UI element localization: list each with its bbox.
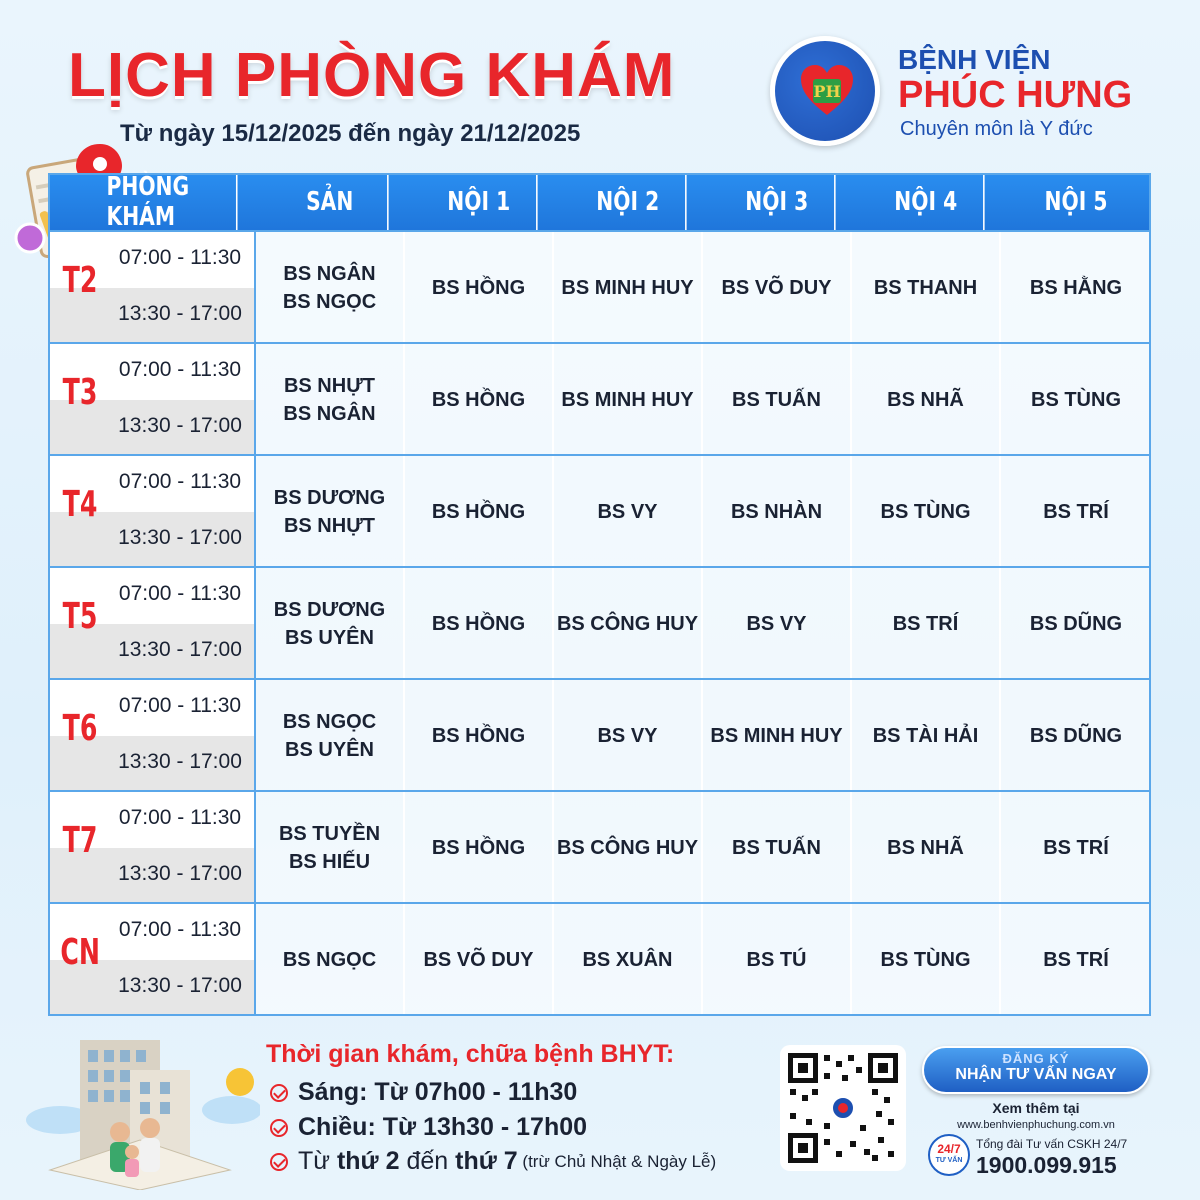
day-label: T4 [62, 484, 98, 525]
doctor-cell [256, 568, 405, 680]
doctor-cell [703, 904, 852, 1016]
doctor-cell [405, 456, 554, 568]
doctor-name: BS TÙNG [1031, 389, 1121, 411]
column-header: PHÒNG KHÁM [106, 173, 237, 230]
doctor-cell [405, 792, 554, 904]
morning-shift: 07:00 - 11:30 [118, 358, 242, 381]
qr-code[interactable] [780, 1045, 906, 1171]
day-cell [48, 456, 256, 568]
table-row [48, 678, 1151, 790]
doctor-cell [405, 344, 554, 456]
doctor-name: BS HỒNG [431, 725, 526, 747]
page-title: LỊCH PHÒNG KHÁM [68, 41, 676, 110]
hotline-number[interactable]: 1900.099.915 [976, 1152, 1117, 1178]
table-row [48, 902, 1151, 1014]
doctor-name: BS TRÍ [1043, 949, 1109, 971]
morning-shift: 07:00 - 11:30 [118, 806, 242, 829]
doctor-cell [852, 904, 1001, 1016]
afternoon-shift: 13:30 - 17:00 [118, 862, 242, 885]
doctor-cell [405, 904, 554, 1016]
doctor-name: BS TRÍ [1043, 501, 1109, 523]
day-cell [48, 904, 256, 1016]
doctor-name: BS HỒNG [431, 613, 526, 635]
day-label: T7 [62, 820, 98, 861]
doctor-name: BS HẰNG [1029, 277, 1123, 299]
logo-tagline: Chuyên môn là Y đức [900, 118, 1093, 140]
day-label: T6 [62, 708, 98, 749]
days-from: thứ 2 [336, 1147, 400, 1175]
doctor-name: BS MINH HUY [561, 389, 694, 411]
doctor-name: BS VY [597, 501, 658, 523]
bhyt-afternoon [270, 1113, 587, 1142]
doctor-name: BS TUYỀN [278, 823, 381, 845]
table-row [48, 790, 1151, 902]
hotline-label: Tổng đài Tư vấn CSKH 24/7 [976, 1137, 1128, 1151]
doctor-name: BS DƯƠNG [273, 599, 386, 621]
doctor-cell [852, 232, 1001, 344]
doctor-cell [405, 680, 554, 792]
doctor-name: BS NGÂN [283, 403, 376, 425]
doctor-cell [703, 456, 852, 568]
doctor-name: BS TÙNG [880, 501, 971, 523]
doctor-name: BS NHÃ [887, 389, 964, 411]
doctor-name: BS TÀI HẢI [872, 725, 979, 747]
logo-line2: PHÚC HƯNG [898, 74, 1133, 116]
doctor-cell [405, 232, 554, 344]
doctor-cell [1001, 680, 1151, 792]
logo-line1: BỆNH VIỆN [898, 44, 1051, 75]
doctor-cell [256, 904, 405, 1016]
morning-shift: 07:00 - 11:30 [118, 694, 242, 717]
doctor-cell [852, 344, 1001, 456]
doctor-cell [852, 680, 1001, 792]
doctor-cell [703, 792, 852, 904]
bhyt-title: Thời gian khám, chữa bệnh BHYT: [266, 1040, 675, 1068]
doctor-name: BS CÔNG HUY [556, 613, 699, 635]
doctor-name: BS TRÍ [892, 613, 959, 635]
doctor-cell [1001, 904, 1151, 1016]
doctor-cell [703, 344, 852, 456]
day-cell [48, 344, 256, 456]
bhyt-morning [270, 1078, 577, 1107]
doctor-cell [554, 792, 703, 904]
morning-shift: 07:00 - 11:30 [118, 582, 242, 605]
doctor-cell [554, 680, 703, 792]
day-cell [48, 792, 256, 904]
doctor-cell [1001, 792, 1151, 904]
bhyt-days [270, 1147, 716, 1176]
doctor-cell [256, 680, 405, 792]
badge-sub: TƯ VẤN [935, 1157, 963, 1164]
check-circle-icon [270, 1084, 288, 1102]
doctor-cell [256, 456, 405, 568]
date-range: Từ ngày 15/12/2025 đến ngày 21/12/2025 [120, 120, 581, 147]
doctor-cell [703, 680, 852, 792]
days-note: (trừ Chủ Nhật & Ngày Lễ) [517, 1151, 717, 1171]
days-prefix: Từ [298, 1147, 337, 1175]
doctor-cell [852, 456, 1001, 568]
day-cell [48, 680, 256, 792]
doctor-name: BS VÕ DUY [721, 277, 832, 299]
doctor-name: BS DŨNG [1029, 613, 1123, 635]
doctor-cell [1001, 456, 1151, 568]
bhyt-afternoon-text: Chiều: Từ 13h30 - 17h00 [298, 1113, 588, 1141]
doctor-name: BS HỒNG [431, 389, 526, 411]
days-to: thứ 7 [455, 1147, 518, 1175]
doctor-cell [1001, 344, 1151, 456]
website-link[interactable]: www.benhvienphuchung.com.vn [957, 1119, 1115, 1131]
doctor-name: BS CÔNG HUY [556, 837, 699, 859]
doctor-name: BS UYÊN [285, 739, 374, 761]
doctor-name: BS MINH HUY [561, 277, 694, 299]
register-line1: ĐĂNG KÝ [1002, 1051, 1070, 1066]
doctor-name: BS NGỌC [282, 949, 377, 971]
doctor-cell [256, 344, 405, 456]
doctor-name: BS NGỌC [282, 711, 377, 733]
doctor-cell [554, 904, 703, 1016]
doctor-cell [256, 792, 405, 904]
doctor-cell [554, 568, 703, 680]
table-row [48, 566, 1151, 678]
doctor-name: BS HỒNG [431, 277, 526, 299]
doctor-name: BS VY [746, 613, 807, 635]
doctor-cell [405, 568, 554, 680]
doctor-name: BS NGÂN [283, 263, 376, 285]
doctor-cell [256, 232, 405, 344]
day-cell [48, 232, 256, 344]
register-line2: NHẬN TƯ VẤN NGAY [955, 1066, 1117, 1083]
table-header [48, 173, 1151, 230]
bhyt-morning-text: Sáng: Từ 07h00 - 11h30 [298, 1078, 578, 1106]
doctor-name: BS MINH HUY [710, 725, 843, 747]
doctor-name: BS NHỰT [283, 515, 376, 537]
logo-monogram: PH [813, 82, 841, 101]
doctor-name: BS VÕ DUY [423, 949, 534, 971]
afternoon-shift: 13:30 - 17:00 [118, 414, 242, 437]
badge-text: 24/7 [937, 1142, 961, 1156]
doctor-name: BS VY [597, 725, 658, 747]
hospital-logo [770, 36, 880, 146]
doctor-name: BS NHÀN [730, 501, 823, 523]
doctor-name: BS DƯƠNG [273, 487, 386, 509]
qr-code-icon [788, 1053, 898, 1163]
doctor-cell [554, 344, 703, 456]
doctor-name: BS THANH [873, 277, 978, 299]
register-consult-button[interactable] [922, 1046, 1150, 1094]
doctor-name: BS HỒNG [431, 837, 526, 859]
morning-shift: 07:00 - 11:30 [118, 246, 242, 269]
afternoon-shift: 13:30 - 17:00 [118, 750, 242, 773]
see-more-label: Xem thêm tại [992, 1100, 1080, 1116]
day-label: T3 [62, 372, 98, 413]
table-row [48, 454, 1151, 566]
doctor-cell [703, 232, 852, 344]
doctor-name: BS HỒNG [431, 501, 526, 523]
doctor-name: BS TUẤN [732, 837, 821, 859]
morning-shift: 07:00 - 11:30 [118, 470, 242, 493]
doctor-name: BS HIẾU [288, 851, 371, 873]
day-cell [48, 568, 256, 680]
doctor-name: BS TÚ [746, 949, 807, 971]
doctor-cell [554, 232, 703, 344]
table-row [48, 230, 1151, 342]
doctor-name: BS TRÍ [1043, 837, 1109, 859]
column-header: NỘI 3 [719, 173, 835, 230]
doctor-name: BS TÙNG [880, 949, 971, 971]
doctor-cell [554, 456, 703, 568]
doctor-name: BS NHÃ [887, 837, 964, 859]
day-label: CN [60, 932, 100, 973]
afternoon-shift: 13:30 - 17:00 [118, 638, 242, 661]
doctor-name: BS NHỰT [283, 375, 376, 397]
column-header: NỘI 5 [1044, 186, 1108, 217]
heart-cross-icon [799, 63, 855, 119]
column-header: SẢN [272, 173, 388, 230]
afternoon-shift: 13:30 - 17:00 [118, 526, 242, 549]
morning-shift: 07:00 - 11:30 [118, 918, 242, 941]
table-row [48, 342, 1151, 454]
days-mid: đến [399, 1147, 456, 1175]
doctor-name: BS TUẤN [732, 389, 821, 411]
day-label: T5 [62, 596, 98, 637]
column-header: NỘI 1 [421, 173, 537, 230]
doctor-cell [1001, 232, 1151, 344]
hospital-building-illustration [20, 1020, 260, 1190]
doctor-cell [703, 568, 852, 680]
afternoon-shift: 13:30 - 17:00 [118, 974, 242, 997]
support-247-icon [928, 1134, 970, 1176]
day-label: T2 [62, 260, 98, 301]
check-circle-icon [270, 1119, 288, 1137]
doctor-name: BS XUÂN [582, 949, 673, 971]
doctor-name: BS UYÊN [285, 627, 374, 649]
column-header: NỘI 2 [570, 173, 686, 230]
doctor-name: BS DŨNG [1029, 725, 1123, 747]
doctor-cell [852, 792, 1001, 904]
column-header: NỘI 4 [868, 173, 984, 230]
doctor-cell [852, 568, 1001, 680]
afternoon-shift: 13:30 - 17:00 [118, 302, 242, 325]
doctor-name: BS NGỌC [282, 291, 377, 313]
schedule-table [48, 173, 1151, 1016]
doctor-cell [1001, 568, 1151, 680]
check-circle-icon [270, 1153, 288, 1171]
